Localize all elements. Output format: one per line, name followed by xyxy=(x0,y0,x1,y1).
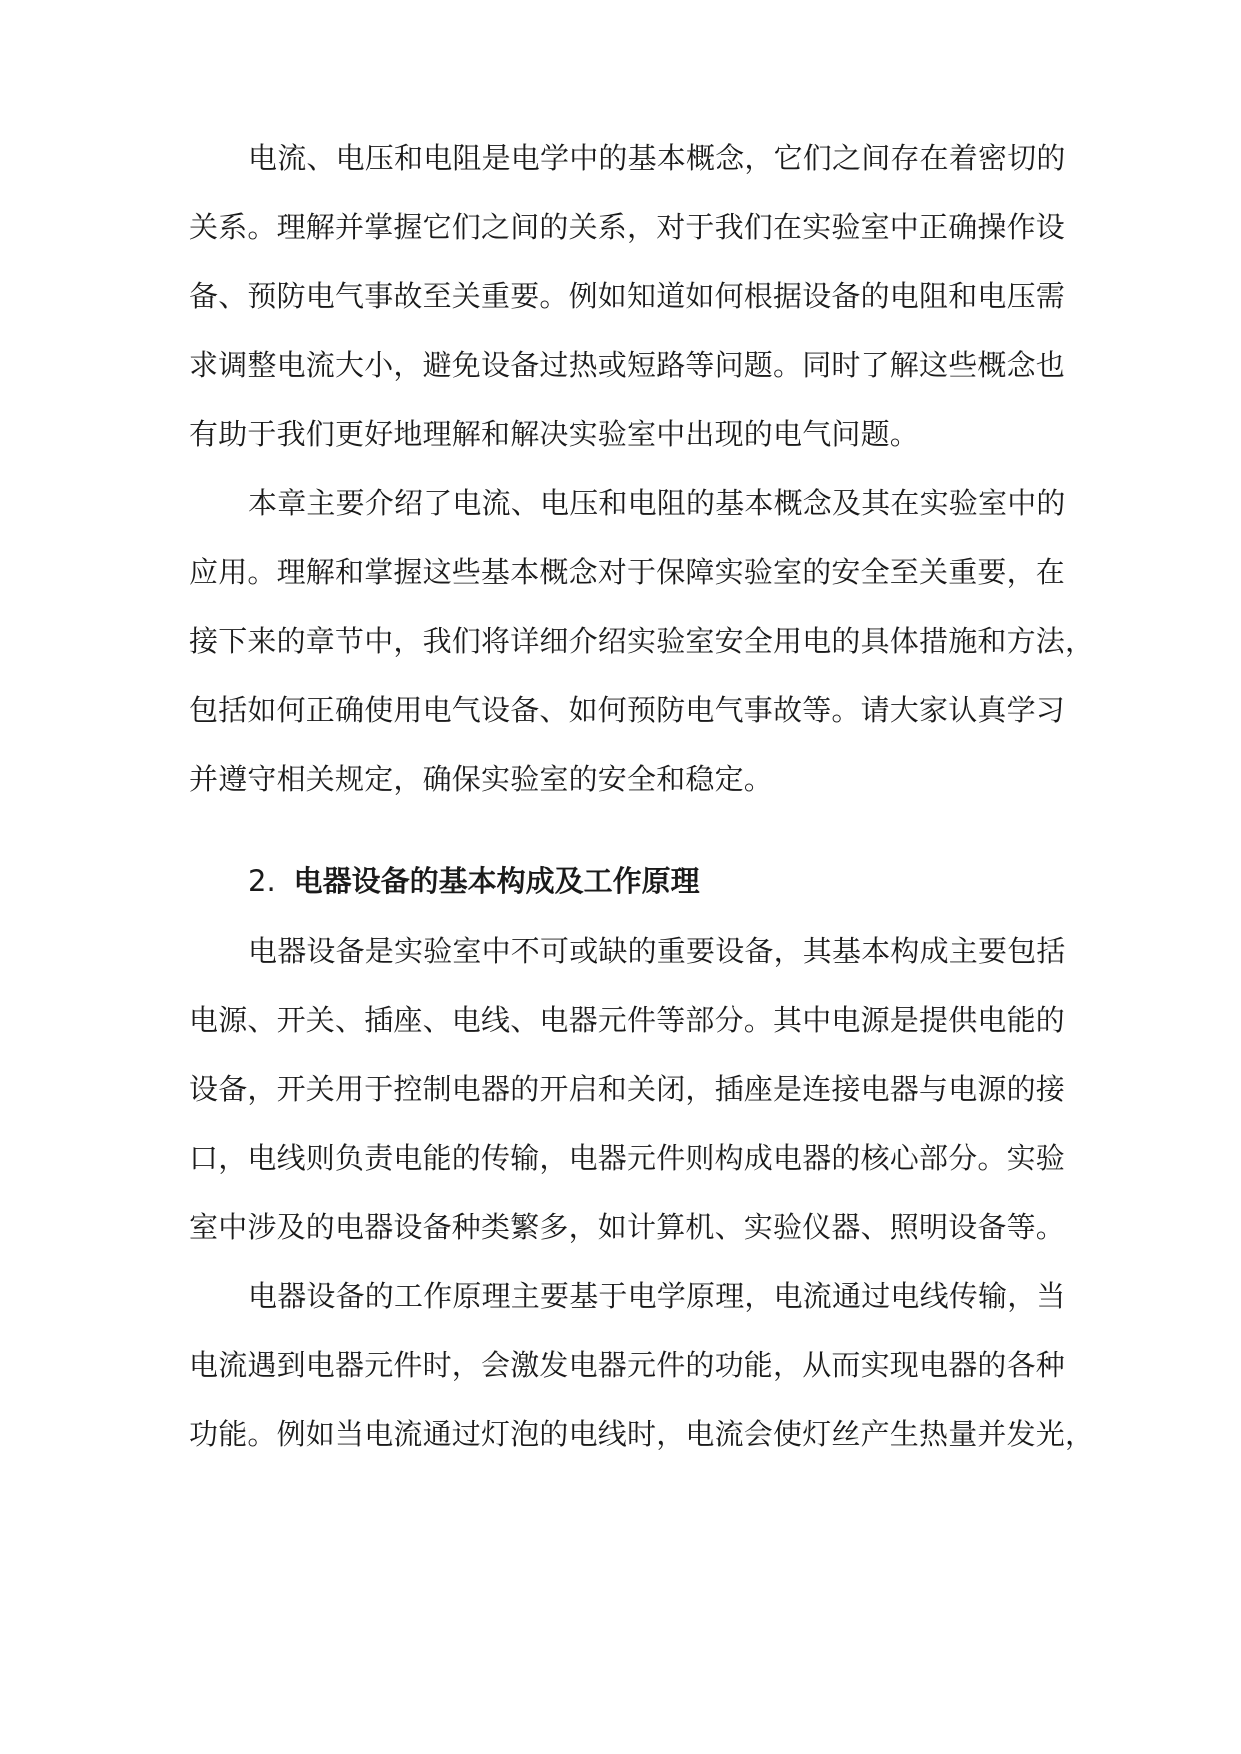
paragraph-line: 电流遇到电器元件时，会激发电器元件的功能，从而实现电器的各种 xyxy=(189,1348,1066,1382)
paragraph-line: 电流、电压和电阻是电学中的基本概念，它们之间存在着密切的 xyxy=(248,141,1066,175)
paragraph-line: 本章主要介绍了电流、电压和电阻的基本概念及其在实验室中的 xyxy=(248,486,1066,520)
paragraph-line: 备、预防电气事故至关重要。例如知道如何根据设备的电阻和电压需 xyxy=(189,279,1066,313)
paragraph-line: 关系。理解并掌握它们之间的关系，对于我们在实验室中正确操作设 xyxy=(189,210,1066,244)
paragraph-line: 求调整电流大小，避免设备过热或短路等问题。同时了解这些概念也 xyxy=(189,348,1066,382)
paragraph-line: 并遵守相关规定，确保实验室的安全和稳定。 xyxy=(189,762,774,796)
paragraph-line: 电器设备的工作原理主要基于电学原理，电流通过电线传输，当 xyxy=(248,1279,1066,1313)
paragraph-line: 应用。理解和掌握这些基本概念对于保障实验室的安全至关重要，在 xyxy=(189,555,1066,589)
paragraph-line: 电器设备是实验室中不可或缺的重要设备，其基本构成主要包括 xyxy=(248,934,1066,968)
paragraph-line: 包括如何正确使用电气设备、如何预防电气事故等。请大家认真学习 xyxy=(189,693,1066,727)
paragraph-line: 设备，开关用于控制电器的开启和关闭，插座是连接电器与电源的接 xyxy=(189,1072,1066,1106)
section-title: 电器设备的基本构成及工作原理 xyxy=(293,864,700,898)
paragraph-line: 有助于我们更好地理解和解决实验室中出现的电气问题。 xyxy=(189,417,920,451)
paragraph-line: 室中涉及的电器设备种类繁多，如计算机、实验仪器、照明设备等。 xyxy=(189,1210,1066,1244)
section-number: 2. xyxy=(248,864,276,898)
paragraph-line: 口，电线则负责电能的传输，电器元件则构成电器的核心部分。实验 xyxy=(189,1141,1066,1175)
paragraph-line: 接下来的章节中，我们将详细介绍实验室安全用电的具体措施和方法， xyxy=(189,624,1095,658)
paragraph-line: 功能。例如当电流通过灯泡的电线时，电流会使灯丝产生热量并发光， xyxy=(189,1417,1095,1451)
paragraph-line: 电源、开关、插座、电线、电器元件等部分。其中电源是提供电能的 xyxy=(189,1003,1066,1037)
section-heading xyxy=(248,861,700,901)
